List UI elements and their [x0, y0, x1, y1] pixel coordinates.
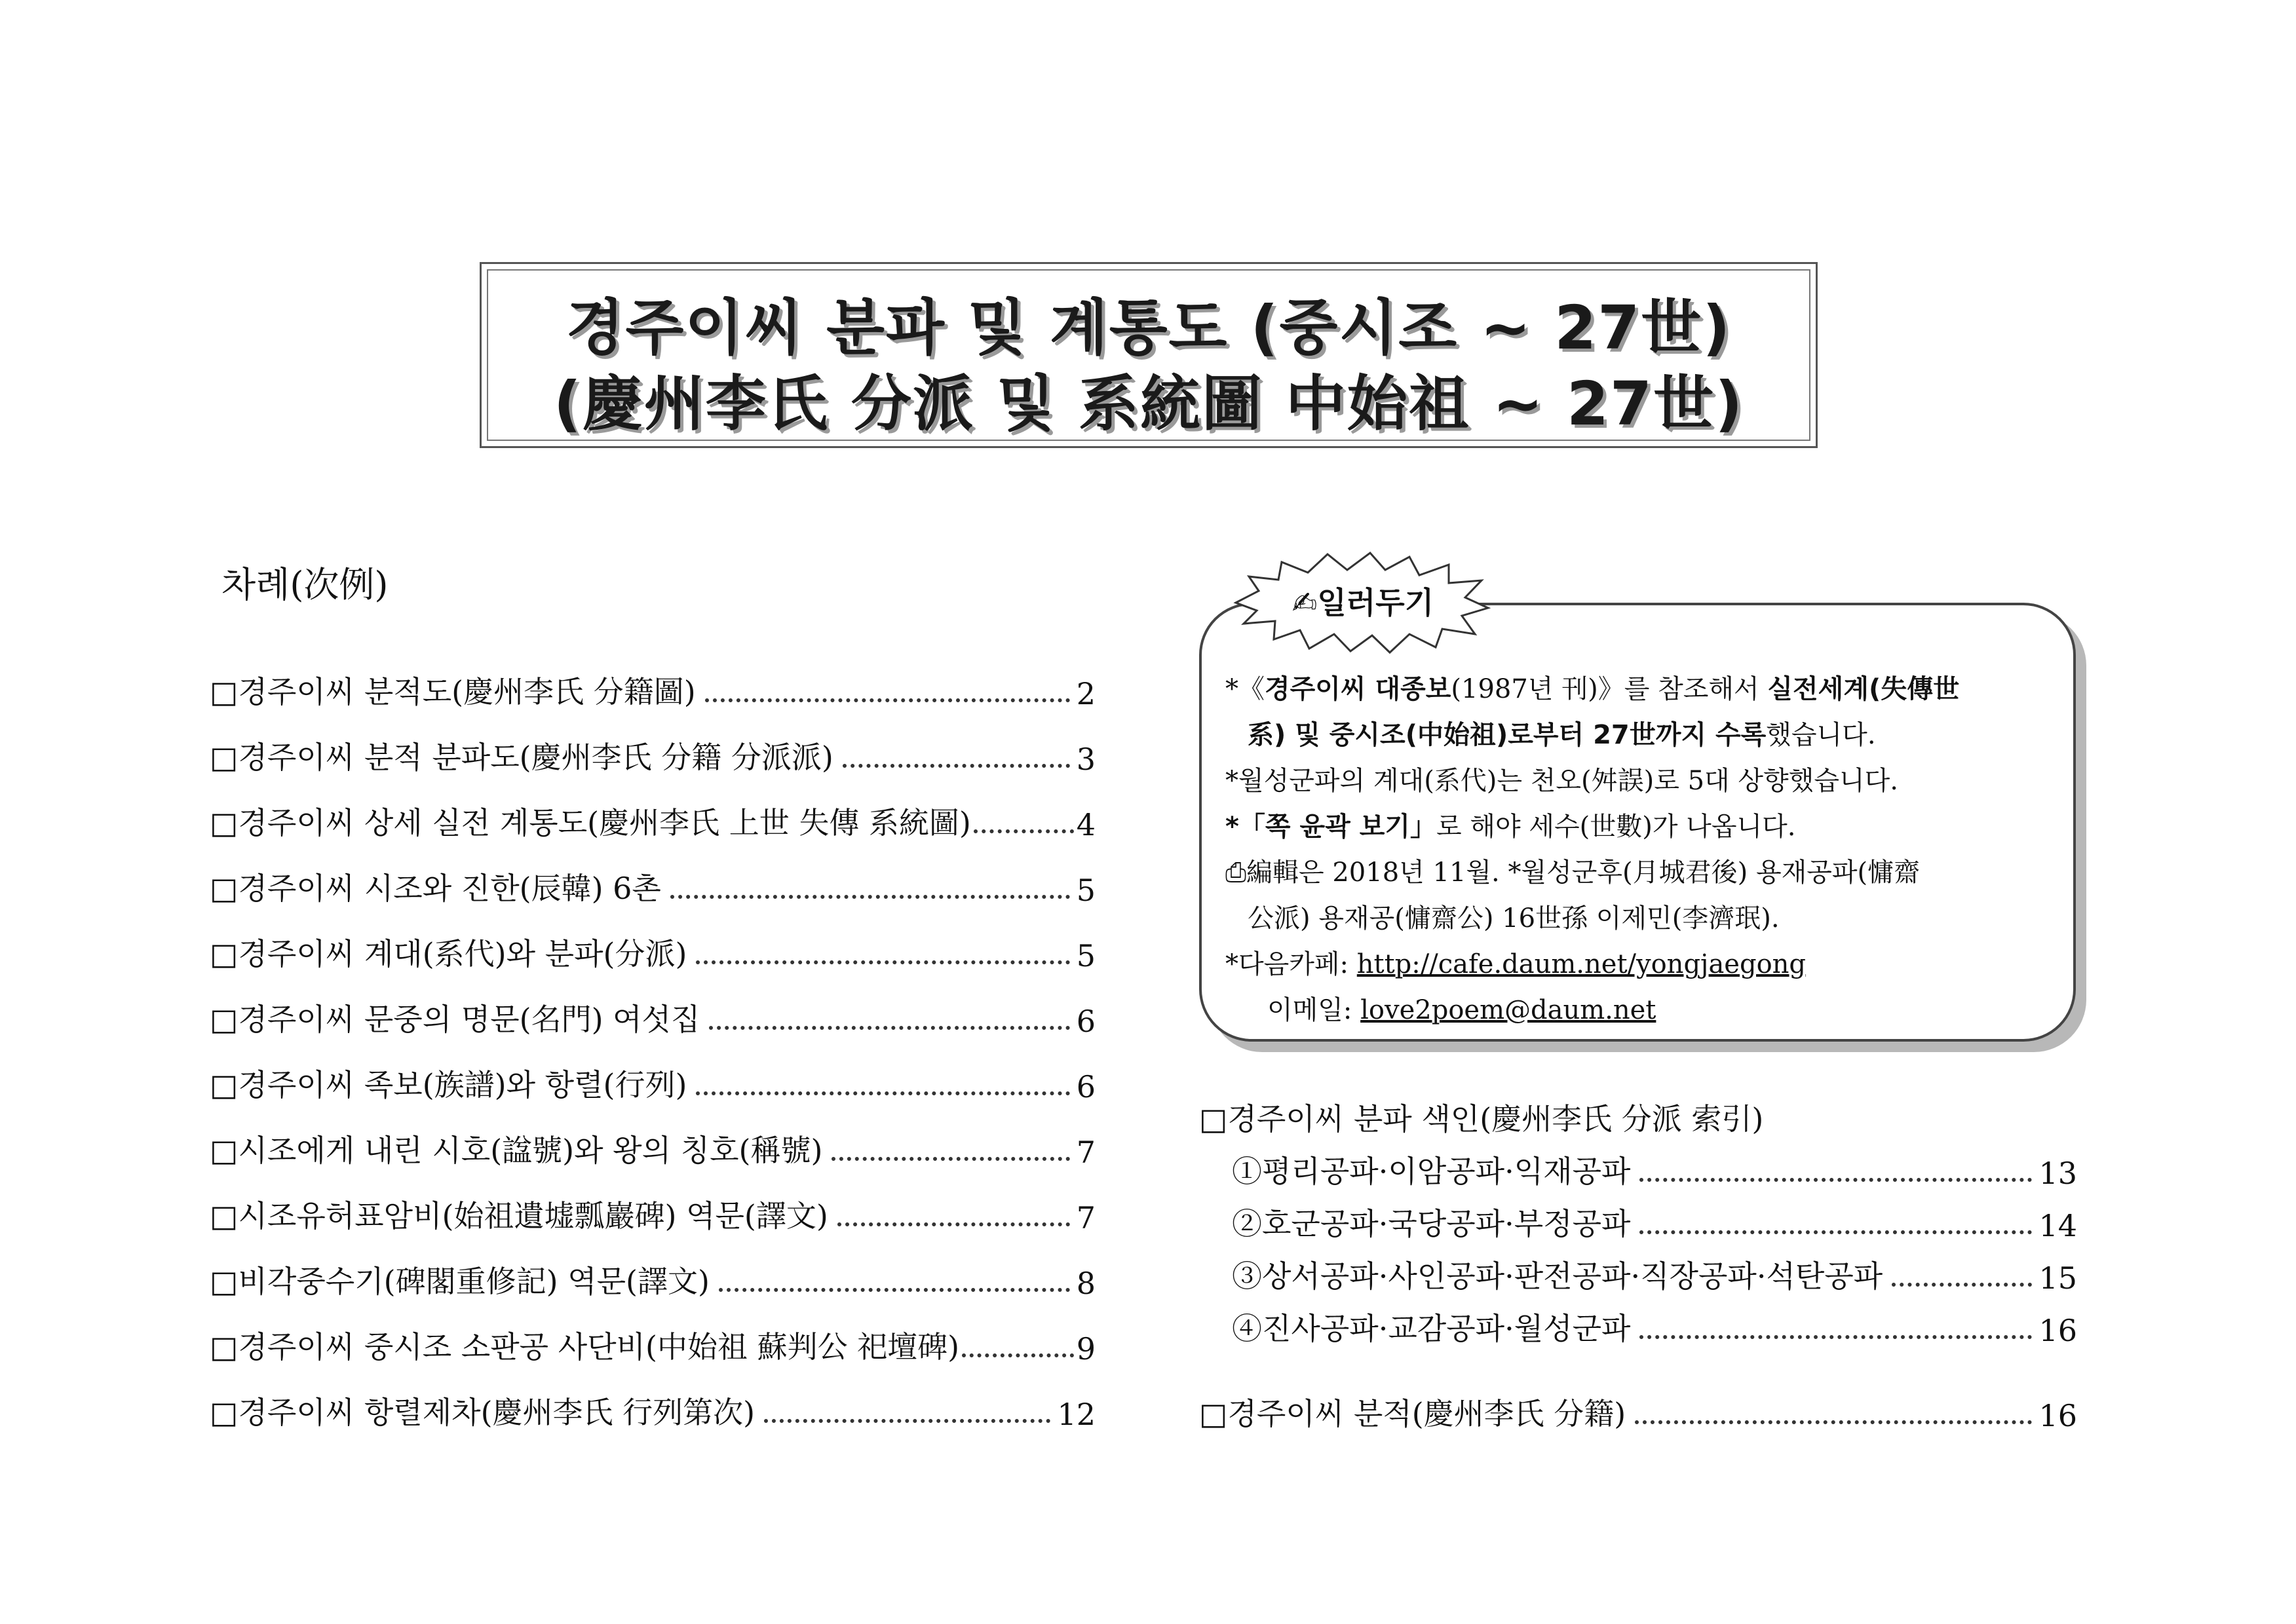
leader-dots — [1635, 1420, 2032, 1424]
index-entry[interactable] — [1232, 1204, 2077, 1243]
toc-entry-label: □경주이씨 상세 실전 계통도(慶州李氏 上世 失傳 系統圖) — [210, 805, 971, 840]
toc-entry[interactable] — [210, 1063, 1096, 1105]
toc-entry-page: 5 — [1076, 873, 1096, 908]
notice-line-4: *「쪽 윤곽 보기」로 해야 세수(世數)가 나옵니다. — [1225, 812, 1796, 842]
toc-entry[interactable] — [210, 1325, 1096, 1367]
leader-dots — [1639, 1230, 2032, 1234]
toc-entry-page: 9 — [1076, 1331, 1096, 1367]
toc-entry-page: 5 — [1076, 938, 1096, 973]
toc-entry[interactable] — [210, 997, 1096, 1039]
toc-entry[interactable] — [210, 866, 1096, 908]
toc-entry-page: 7 — [1076, 1135, 1096, 1170]
index-bottom-page: 16 — [2038, 1398, 2077, 1433]
index-entry[interactable] — [1232, 1309, 2077, 1348]
toc-heading: 차례(次例) — [221, 564, 389, 605]
leader-dots — [832, 1157, 1069, 1161]
leader-dots — [843, 764, 1070, 768]
toc-entry-page: 12 — [1057, 1397, 1096, 1432]
index-entry-page: 16 — [2038, 1313, 2077, 1348]
toc-entry-page: 4 — [1076, 807, 1096, 842]
index-entry-page: 15 — [2038, 1260, 2077, 1296]
toc-entry[interactable] — [210, 1128, 1096, 1170]
leader-dots — [974, 829, 1074, 833]
cafe-label: *다음카페: — [1225, 949, 1357, 979]
cafe-link[interactable]: http://cafe.daum.net/yongjaegong — [1356, 949, 1807, 979]
leader-dots — [696, 1091, 1069, 1095]
index-heading: □경주이씨 분파 색인(慶州李氏 分派 索引) — [1199, 1101, 1764, 1137]
leader-dots — [962, 1353, 1074, 1357]
index-entry-page: 13 — [2038, 1156, 2077, 1191]
toc-entry[interactable] — [210, 1390, 1096, 1432]
toc-entry-label: □경주이씨 시조와 진한(辰韓) 6촌 — [210, 871, 661, 906]
notice-line-2: 系) 및 중시조(中始祖)로부터 27世까지 수록했습니다. — [1248, 720, 1876, 750]
toc-entry-page: 3 — [1076, 742, 1096, 777]
leader-dots — [705, 698, 1070, 702]
index-entry-label: ④진사공파·교감공파·월성군파 — [1232, 1311, 1631, 1346]
toc-entry-label: □경주이씨 문중의 명문(名門) 여섯집 — [210, 1002, 700, 1037]
leader-dots — [696, 960, 1069, 964]
toc-entry-page: 8 — [1076, 1266, 1096, 1301]
toc-entry-page: 6 — [1076, 1069, 1096, 1105]
toc-entry-label: □경주이씨 계대(系代)와 분파(分派) — [210, 936, 687, 972]
toc-entry-page: 7 — [1076, 1200, 1096, 1236]
notice-line-5: ⎙編輯은 2018년 11월. *월성군후(月城君後) 용재공파(慵齋 — [1225, 858, 1921, 888]
notice-line-1: *《경주이씨 대종보(1987년 刊)》를 참조해서 실전세계(失傳世 — [1225, 674, 1960, 704]
leader-dots — [764, 1419, 1050, 1423]
index-bottom-label: □경주이씨 분적(慶州李氏 分籍) — [1199, 1396, 1626, 1431]
email-link[interactable]: love2poem@daum.net — [1360, 995, 1656, 1025]
notice-line-3: *월성군파의 계대(系代)는 천오(舛誤)로 5대 상향했습니다. — [1225, 766, 1898, 796]
index-entry-page: 14 — [2038, 1208, 2077, 1243]
toc-entry-label: □경주이씨 항렬제차(慶州李氏 行列第次) — [210, 1395, 756, 1430]
index-entry[interactable] — [1232, 1152, 2077, 1191]
notice-email-line — [1267, 989, 1656, 1027]
title-box — [480, 262, 1818, 448]
leader-dots — [1892, 1283, 2032, 1287]
toc-entry-label: □경주이씨 중시조 소판공 사단비(中始祖 蘇判公 祀壇碑) — [210, 1329, 960, 1365]
toc-entry[interactable] — [210, 932, 1096, 973]
toc-entry[interactable] — [210, 670, 1096, 711]
notice-line-6: 公派) 용재공(慵齋公) 16世孫 이제민(李濟珉). — [1248, 903, 1780, 934]
index-entry[interactable] — [1232, 1256, 2077, 1296]
index-entry-label: ③상서공파·사인공파·판전공파·직장공파·석탄공파 — [1232, 1258, 1883, 1294]
index-entry-label: ②호군공파·국당공파·부정공파 — [1232, 1206, 1631, 1241]
toc-entry-label: □시조에게 내린 시호(諡號)와 왕의 칭호(稱號) — [210, 1133, 823, 1168]
leader-dots — [1639, 1178, 2032, 1182]
leader-dots — [719, 1288, 1070, 1292]
toc-entry[interactable] — [210, 801, 1096, 842]
toc-entry-page: 2 — [1076, 676, 1096, 711]
leader-dots — [1639, 1335, 2032, 1339]
toc-entry-page: 6 — [1076, 1004, 1096, 1039]
toc-entry-label: □경주이씨 분적 분파도(慶州李氏 分籍 分派派) — [210, 740, 833, 775]
index-bottom-entry[interactable] — [1199, 1391, 2077, 1433]
toc-entry[interactable] — [210, 1259, 1096, 1301]
toc-entry-label: □비각중수기(碑閣重修記) 역문(譯文) — [210, 1264, 710, 1299]
leader-dots — [709, 1026, 1069, 1030]
toc-entry-label: □경주이씨 족보(族譜)와 항렬(行列) — [210, 1067, 687, 1103]
notice-cafe-line — [1225, 943, 1806, 981]
toc-entry[interactable] — [210, 735, 1096, 777]
index-entry-label: ①평리공파·이암공파·익재공파 — [1232, 1154, 1631, 1189]
toc-entry[interactable] — [210, 1194, 1096, 1236]
leader-dots — [670, 895, 1070, 899]
toc-entry-label: □시조유허표암비(始祖遺墟瓢巖碑) 역문(譯文) — [210, 1198, 828, 1234]
leader-dots — [837, 1222, 1070, 1226]
title-line-1: 경주이씨 분파 및 계통도 (중시조 ~ 27世) — [565, 293, 1732, 363]
toc-entry-label: □경주이씨 분적도(慶州李氏 分籍圖) — [210, 674, 696, 709]
title-line-2: (慶州李氏 分派 및 系統圖 中始祖 ~ 27世) — [553, 369, 1744, 439]
notice-badge-label: ✍일러두기 — [1292, 585, 1434, 620]
email-label: 이메일: — [1267, 995, 1361, 1025]
